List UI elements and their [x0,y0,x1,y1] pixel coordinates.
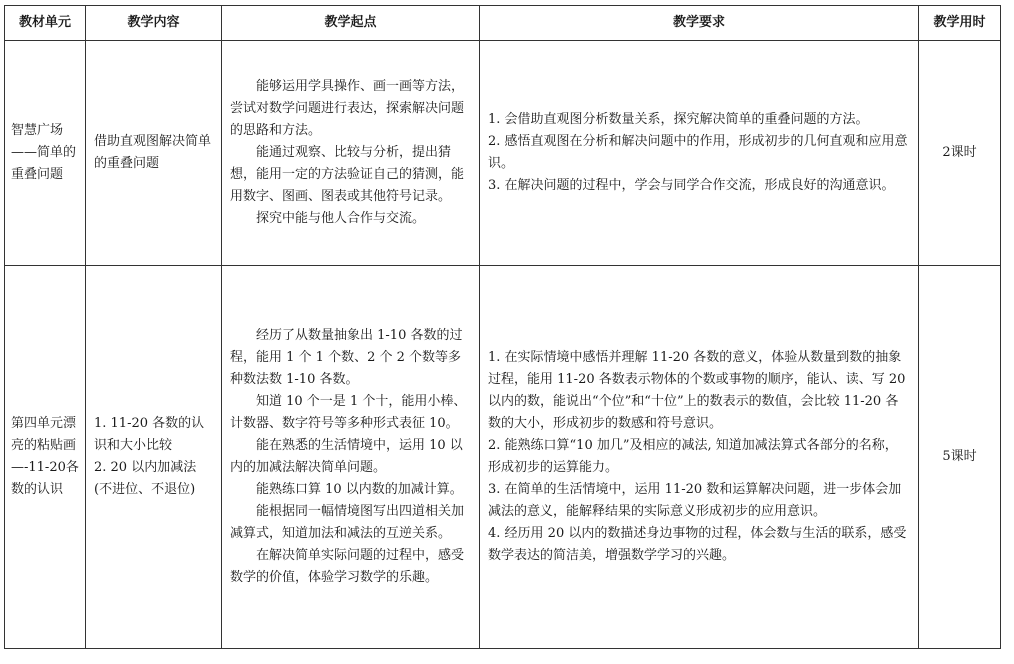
start-paragraph: 知道 10 个一是 1 个十，能用小棒、计数器、数字符号等多种形式表征 10。 [230,394,467,431]
start-paragraph: 探究中能与他人合作与交流。 [256,211,426,226]
requirement-item: 2. 能熟练口算“10 加几”及相应的减法, 知道加减法算式各部分的名称，形成初步的运算能力。 [488,438,898,475]
teaching-plan-table [4,5,1001,649]
requirements-cell [480,41,919,266]
content-cell [86,41,222,266]
start-paragraph: 在解决简单实际问题的过程中，感受数学的价值，体验学习数学的乐趣。 [230,548,465,585]
requirement-item: 1. 会借助直观图分析数量关系，探究解决简单的重叠问题的方法。 [488,112,869,127]
content-line: 2. 20 以内加减法(不进位、不退位) [94,460,197,497]
header-start: 教学起点 [222,6,480,41]
content-line: 借助直观图解决简单的重叠问题 [94,134,212,171]
header-requirements: 教学要求 [480,6,919,41]
unit-cell: 第四单元漂亮的粘贴画—-11-20各数的认识 [5,266,86,649]
header-row [5,6,1001,41]
start-paragraph: 能在熟悉的生活情境中，运用 10 以内的加减法解决简单问题。 [230,438,463,475]
start-cell [222,41,480,266]
requirements-cell [480,266,919,649]
requirement-item: 2. 感悟直观图在分析和解决问题中的作用，形成初步的几何直观和应用意识。 [488,134,908,171]
start-paragraph: 能熟练口算 10 以内数的加减计算。 [256,482,463,497]
header-unit: 教材单元 [5,6,86,41]
start-paragraph: 能根据同一幅情境图写出四道相关加减算式，知道加法和减法的互逆关系。 [230,504,465,541]
content-cell [86,266,222,649]
unit-cell: 智慧广场——简单的重叠问题 [5,41,86,266]
start-paragraph: 能通过观察、比较与分析，提出猜想，能用一定的方法验证自己的猜测，能用数字、图画、图表或其他符号记录。 [230,145,465,204]
start-paragraph: 能够运用学具操作、画一画等方法，尝试对数学问题进行表达，探索解决问题的思路和方法。 [230,79,465,138]
table-row [5,41,1001,266]
header-time: 教学用时 [919,6,1001,41]
table-row [5,266,1001,649]
time-cell: 2课时 [919,41,1001,266]
start-cell [222,266,480,649]
requirement-item: 1. 在实际情境中感悟并理解 11-20 各数的意义，体验从数量到数的抽象过程，能用 11-20 各数表示物体的个数或事物的顺序，能认、读、写 20 以内的数，能说出“个位”和“十位”上的数表示的数值，会比较 11-20 各数的大小，形成初步的数感和符号意识。 [488,350,906,431]
header-content: 教学内容 [86,6,222,41]
start-paragraph: 经历了从数量抽象出 1-10 各数的过程，能用 1 个 1 个数、2 个 2 个数等多种数法数 1-10 各数。 [230,328,463,387]
requirement-item: 3. 在解决问题的过程中，学会与同学合作交流，形成良好的沟通意识。 [488,178,895,193]
time-cell: 5课时 [919,266,1001,649]
content-line: 1. 11-20 各数的认识和大小比较 [94,416,205,453]
requirement-item: 3. 在简单的生活情境中，运用 11-20 数和运算解决问题，进一步体会加减法的意义，能解释结果的实际意义形成初步的应用意识。 [488,482,902,519]
requirement-item: 4. 经历用 20 以内的数描述身边事物的过程，体会数与生活的联系，感受数学表达的简洁美，增强数学学习的兴趣。 [488,526,907,563]
